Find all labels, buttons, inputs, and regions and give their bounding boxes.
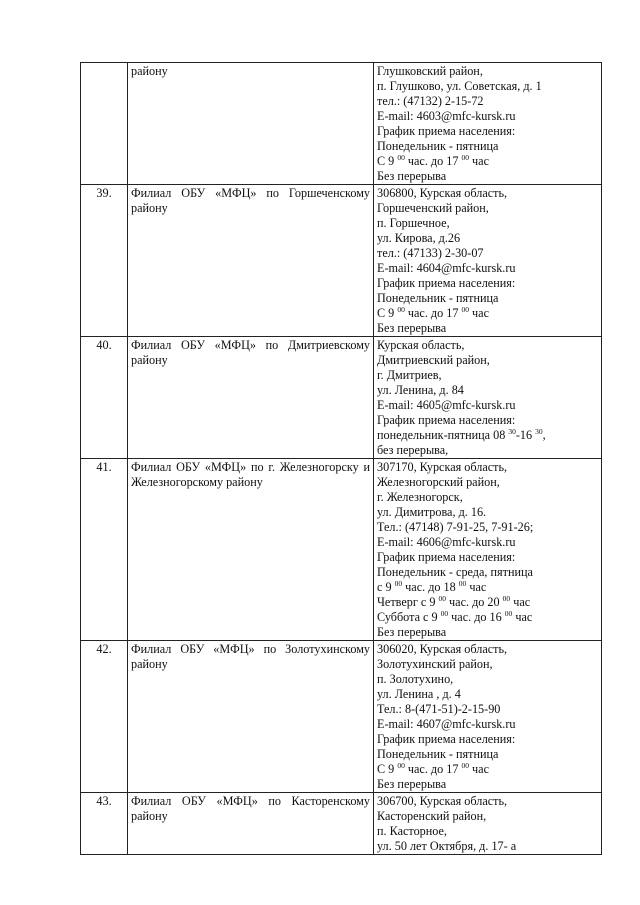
schedule-line: [377, 580, 598, 595]
break-note: без перерыва,: [377, 443, 449, 457]
mfc-branches-table: [80, 62, 602, 855]
contact-line: Горшеченский район,: [377, 201, 489, 215]
schedule-text: час: [512, 610, 533, 624]
branch-contacts: [374, 63, 602, 185]
contact-line: 306020, Курская область,: [377, 642, 508, 656]
break-note: Без перерыва: [377, 321, 447, 335]
branch-contacts: [374, 641, 602, 793]
schedule-minutes: 30: [508, 427, 516, 436]
contact-line: ул. Кирова, д.26: [377, 231, 461, 245]
contact-line: Тел.: (47148) 7-91-25, 7-91-26;: [377, 520, 534, 534]
contact-line: тел.: (47133) 2-30-07: [377, 246, 484, 260]
schedule-text: с 9: [377, 580, 395, 594]
schedule-text: ,: [542, 428, 546, 442]
contact-line: E-mail: 4607@mfc-kursk.ru: [377, 717, 516, 731]
schedule-text: час. до 16: [448, 610, 505, 624]
schedule-text: С 9: [377, 306, 398, 320]
contact-line: п. Горшечное,: [377, 216, 450, 230]
contact-line: График приема населения:: [377, 732, 516, 746]
schedule-text: час. до 18: [402, 580, 459, 594]
row-number: 43.: [81, 793, 128, 855]
schedule-minutes: 00: [438, 594, 446, 603]
schedule-text: С 9: [377, 154, 398, 168]
schedule-text: час: [510, 595, 531, 609]
break-note: Без перерыва: [377, 169, 447, 183]
table-row: [81, 63, 602, 185]
table-body: [81, 63, 602, 855]
break-note: Без перерыва: [377, 625, 447, 639]
schedule-line: [377, 428, 598, 443]
schedule-line: [377, 154, 598, 169]
schedule-minutes: 00: [397, 761, 405, 770]
schedule-text: час: [466, 580, 487, 594]
schedule-text: час. до 17: [404, 762, 462, 776]
schedule-text: С 9: [377, 762, 398, 776]
contact-line: Понедельник - пятница: [377, 139, 499, 153]
contact-line: ул. Ленина , д. 4: [377, 687, 461, 701]
contact-line: Понедельник - среда, пятница: [377, 565, 533, 579]
break-note: Без перерыва: [377, 777, 447, 791]
schedule-text: понедельник-пятница 08: [377, 428, 509, 442]
contact-line: Дмитриевский район,: [377, 353, 490, 367]
branch-contacts: [374, 185, 602, 337]
contact-line: E-mail: 4603@mfc-kursk.ru: [377, 109, 516, 123]
contact-line: ул. Ленина, д. 84: [377, 383, 464, 397]
schedule-text: час: [469, 154, 489, 168]
schedule-minutes: 00: [397, 305, 405, 314]
table-row: [81, 793, 602, 855]
contact-line: E-mail: 4606@mfc-kursk.ru: [377, 535, 516, 549]
contact-line: 307170, Курская область,: [377, 460, 508, 474]
branch-name: Филиал ОБУ «МФЦ» по г. Железногорску и Железногорскому району: [128, 459, 374, 641]
branch-name: Филиал ОБУ «МФЦ» по Дмитриевскому району: [128, 337, 374, 459]
schedule-text: Суббота с 9: [377, 610, 441, 624]
schedule-text: час: [469, 762, 489, 776]
contact-line: 306700, Курская область,: [377, 794, 508, 808]
contact-line: График приема населения:: [377, 550, 516, 564]
contact-line: Тел.: 8-(471-51)-2-15-90: [377, 702, 501, 716]
contact-line: Золотухинский район,: [377, 657, 493, 671]
contact-line: г. Дмитриев,: [377, 368, 442, 382]
branch-name: Филиал ОБУ «МФЦ» по Горшеченскому району: [128, 185, 374, 337]
schedule-text: час: [469, 306, 489, 320]
schedule-text: час. до 17: [404, 154, 462, 168]
schedule-minutes: 00: [394, 579, 403, 588]
schedule-minutes: 00: [458, 579, 467, 588]
row-number: 42.: [81, 641, 128, 793]
schedule-minutes: 00: [461, 761, 469, 770]
schedule-minutes: 00: [504, 609, 513, 618]
schedule-minutes: 30: [535, 427, 543, 436]
contact-line: График приема населения:: [377, 276, 516, 290]
table-row: [81, 459, 602, 641]
schedule-minutes: 00: [461, 153, 469, 162]
branch-contacts: [374, 337, 602, 459]
contact-line: г. Железногорск,: [377, 490, 463, 504]
schedule-text: час. до 17: [404, 306, 462, 320]
branch-contacts: [374, 459, 602, 641]
schedule-minutes: 00: [440, 609, 449, 618]
contact-line: Курская область,: [377, 338, 465, 352]
contact-line: Касторенский район,: [377, 809, 487, 823]
contact-line: п. Золотухино,: [377, 672, 454, 686]
contact-line: Железногорский район,: [377, 475, 500, 489]
contact-line: E-mail: 4605@mfc-kursk.ru: [377, 398, 516, 412]
schedule-minutes: 00: [461, 305, 469, 314]
contact-line: 306800, Курская область,: [377, 186, 508, 200]
table-row: [81, 641, 602, 793]
row-number: 39.: [81, 185, 128, 337]
branch-name: Филиал ОБУ «МФЦ» по Золотухинскому району: [128, 641, 374, 793]
contact-line: ул. Димитрова, д. 16.: [377, 505, 487, 519]
contact-line: тел.: (47132) 2-15-72: [377, 94, 484, 108]
contact-line: График приема населения:: [377, 124, 516, 138]
schedule-minutes: 00: [502, 594, 511, 603]
branch-name: району: [128, 63, 374, 185]
schedule-line: [377, 762, 598, 777]
contact-line: Понедельник - пятница: [377, 291, 499, 305]
table-row: [81, 337, 602, 459]
schedule-line: [377, 595, 598, 610]
branch-name: Филиал ОБУ «МФЦ» по Касторенскому району: [128, 793, 374, 855]
contact-line: График приема населения:: [377, 413, 516, 427]
table-row: [81, 185, 602, 337]
schedule-text: -16: [515, 428, 536, 442]
contact-line: Понедельник - пятница: [377, 747, 499, 761]
schedule-text: час. до 20: [446, 595, 503, 609]
row-number: [81, 63, 128, 185]
row-number: 41.: [81, 459, 128, 641]
row-number: 40.: [81, 337, 128, 459]
contact-line: Глушковский район,: [377, 64, 483, 78]
schedule-minutes: 00: [397, 153, 405, 162]
schedule-line: [377, 610, 598, 625]
contact-line: п. Глушково, ул. Советская, д. 1: [377, 79, 542, 93]
branch-contacts: [374, 793, 602, 855]
schedule-text: Четверг с 9: [377, 595, 439, 609]
contact-line: E-mail: 4604@mfc-kursk.ru: [377, 261, 516, 275]
schedule-line: [377, 306, 598, 321]
contact-line: п. Касторное,: [377, 824, 447, 838]
contact-line: ул. 50 лет Октября, д. 17- а: [377, 839, 517, 853]
